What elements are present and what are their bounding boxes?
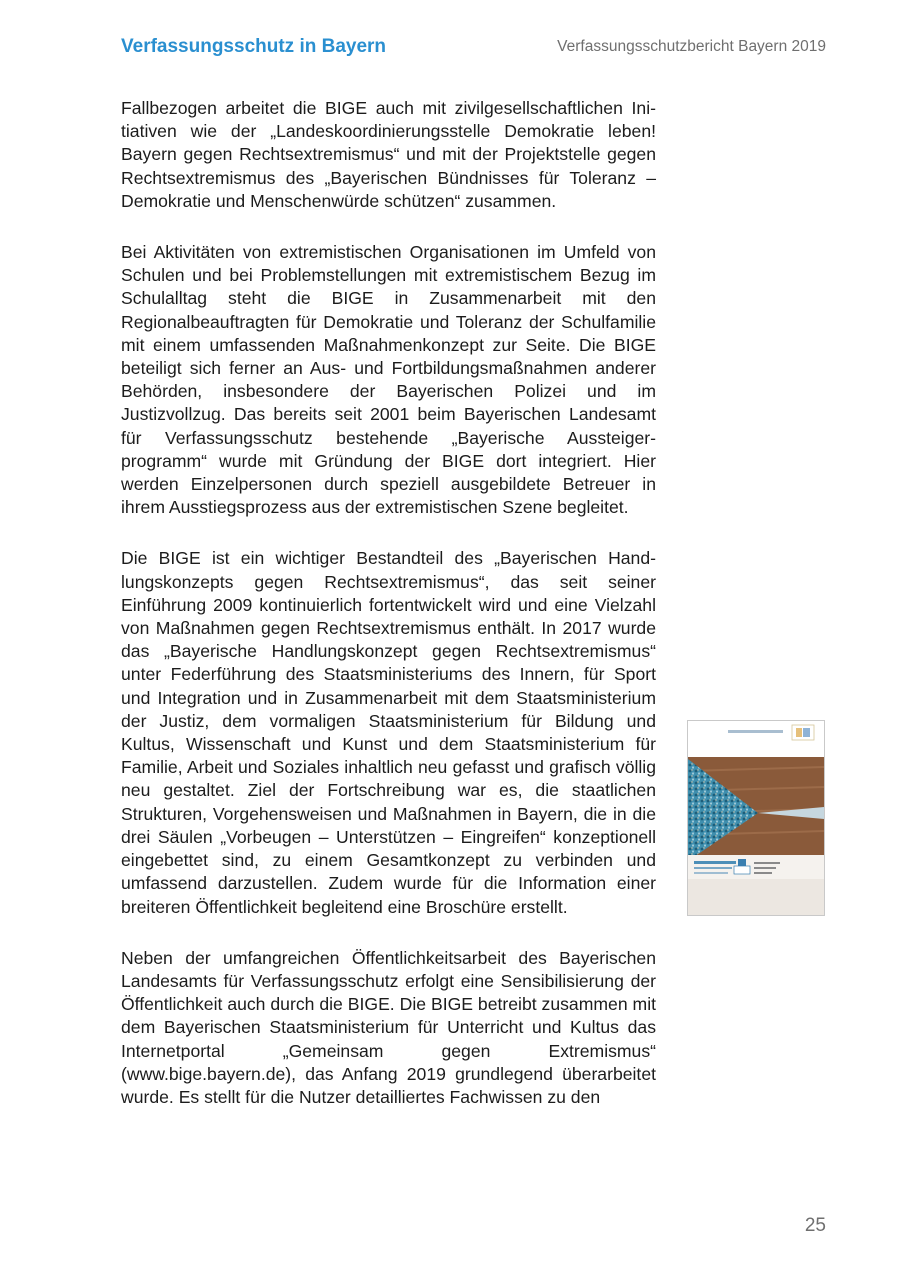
- paragraph-1: Fallbezogen arbeitet die BIGE auch mit zivilgesellschaftlichen Initiativen wie der „Landeskoordinierungsstelle Demokratie leben! Bayern gegen Rechtsextremismus“ und mit der Projektstelle gegen Rechtsextremismus des „Bayerischen Bündnisses für Toleranz – Demokratie und Menschenwürde schützen“ zusammen.: [121, 98, 656, 211]
- brochure-cover-illustration: [688, 721, 824, 915]
- page-number: 25: [804, 1215, 826, 1236]
- section-title: Verfassungsschutz in Bayern: [121, 36, 387, 57]
- paragraph-2: Bei Aktivitäten von extremistischen Organisationen im Umfeld von Schulen und bei Problemstellungen mit extremistischem Bezug im Schulalltag steht die BIGE in Zusammenarbeit mit den Regionalbeauftragten für Demokratie und Toleranz der Schulfamilie mit einem umfassenden Maßnahmenkonzept zur Seite. Die BIGE beteiligt sich ferner an Aus- und Fortbildungsmaßnahmen anderer Behörden, insbesondere der Bayerischen Polizei und im Justizvollzug. Das bereits seit 2001 beim Bayerischen Landesamt für Verfassungsschutz bestehende „Bayerische Aussteigerprogramm“ wurde mit Gründung der BIGE dort integriert. Hier werden Einzelpersonen durch speziell ausgebildete Betreuer in ihrem Ausstiegsprozess aus der extremistischen Szene begleitet.: [121, 242, 656, 518]
- body-text: [121, 97, 656, 1137]
- report-title: Verfassungsschutzbericht Bayern 2019: [557, 38, 826, 55]
- paragraph-4: Neben der umfangreichen Öffentlichkeitsarbeit des Bayerischen Landesamts für Verfassungsschutz erfolgt eine Sensibilisierung der Öffentlichkeit auch durch die BIGE. Die BIGE betreibt zusammen mit dem Bayerischen Staatsministerium für Unterricht und Kultus das Internetportal „Gemeinsam gegen Extremismus“ (www.bige.bayern.de), das Anfang 2019 grundlegend überarbeitet wurde. Es stellt für die Nutzer detailliertes Fachwissen zu den: [121, 947, 656, 1107]
- brochure-cover-image: [687, 720, 825, 916]
- paragraph-3: Die BIGE ist ein wichtiger Bestandteil des „Bayerischen Handlungskonzepts gegen Rechtsextremismus“, das seit seiner Einführung 2009 kontinuierlich fortentwickelt wird und eine Vielzahl von Maßnahmen gegen Rechtsextremismus enthält. In 2017 wurde das „Bayerische Handlungskonzept gegen Rechtsextremismus“ unter Federführung des Staatsministeriums des Innern, für Sport und Integration und in Zusammenarbeit mit dem Staatsministerium der Justiz, dem vormaligen Staatsministerium für Bildung und Kultus, Wissenschaft und Kunst und dem Staatsministerium für Familie, Arbeit und Soziales inhaltlich neu gefasst und grafisch völlig neu gestaltet. Ziel der Fortschreibung war es, die staatlichen Strukturen, Vorgehensweisen und Maßnahmen in Bayern, die in die drei Säulen „Vorbeugen – Unterstützen – Eingreifen“ konzeptionell eingebettet sind, zu einem Gesamtkonzept zu verbinden und umfassend darzustellen. Zudem wurde für die Information einer breiteren Öffentlichkeit begleitend eine Broschüre erstellt.: [121, 548, 656, 917]
